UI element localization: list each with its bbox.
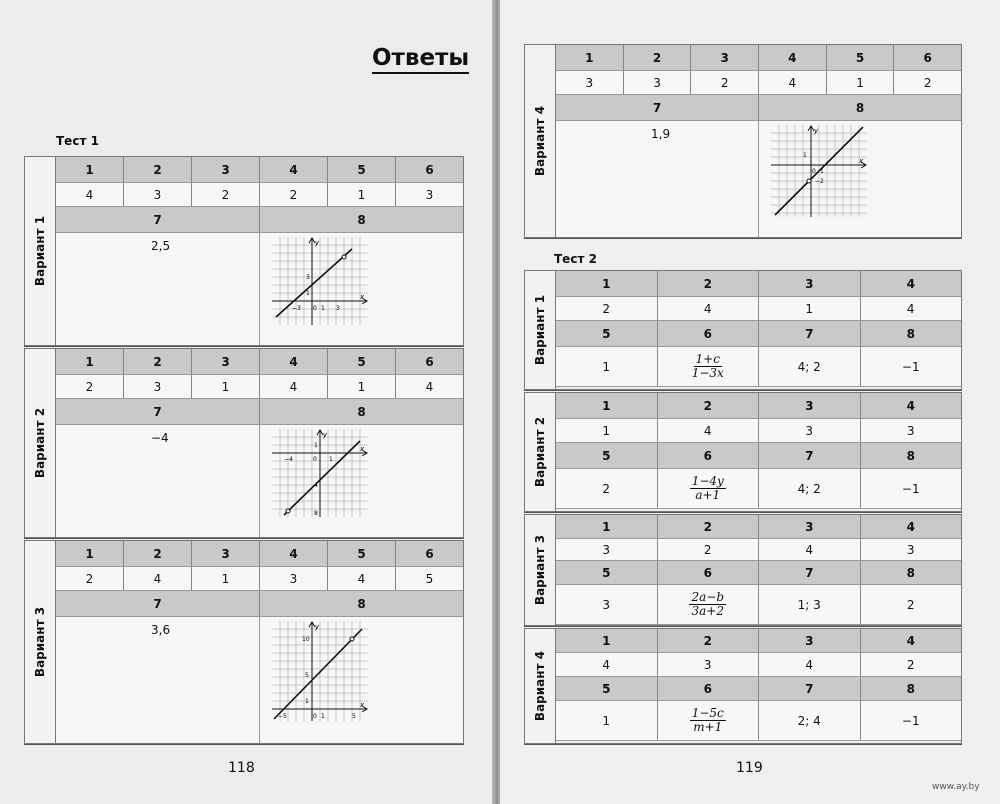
answer-row [56,617,463,743]
answer-8-cell [260,425,463,537]
header-row [556,271,961,297]
answer-row [556,653,961,677]
variant-label: Вариант 4 [524,44,555,238]
header-row [56,207,463,233]
answer-cell: 2 [861,585,962,625]
answer-row [556,585,961,625]
answer-cell: 1 [556,701,658,741]
answer-cell: 4 [759,539,861,561]
answer-8-cell [260,233,463,345]
header-cell: 2 [124,349,192,375]
answer-cell: 1 [556,347,658,387]
header-cell: 2 [658,515,760,539]
answer-8-cell [759,121,961,237]
answer-grid [55,540,464,744]
header-row [556,95,961,121]
header-row [56,157,463,183]
svg-text:10: 10 [302,636,310,643]
svg-text:0: 0 [313,456,317,463]
answer-7-cell: 1,9 [556,121,759,237]
answer-cell: 1 [328,183,396,207]
answer-7-cell: 2,5 [56,233,260,345]
header-cell: 2 [124,157,192,183]
svg-text:5: 5 [352,713,356,720]
svg-text:0: 0 [313,713,317,720]
header-cell: 8 [260,591,463,617]
test-1-label: Тест 1 [56,134,99,148]
variant-label: Вариант 2 [24,348,55,538]
header-cell: 1 [556,393,658,419]
header-cell: 4 [759,45,827,71]
header-row [556,515,961,539]
header-cell: 6 [658,321,760,347]
line-graph [272,621,368,721]
header-cell: 7 [759,561,861,585]
header-cell: 3 [759,629,861,653]
svg-text:4: 4 [314,482,318,489]
header-row [556,45,961,71]
answer-cell: 2 [56,567,124,591]
answer-cell: 3 [260,567,328,591]
header-cell: 7 [759,677,861,701]
svg-text:1: 1 [321,713,325,720]
answer-cell: 3 [124,183,192,207]
header-cell: 5 [556,443,658,469]
header-cell: 2 [624,45,692,71]
line-graph [272,237,368,325]
variant-label: Вариант 1 [24,156,55,346]
answer-8-cell [260,617,463,743]
answer-7-cell: 3,6 [56,617,260,743]
answer-cell: 4; 2 [759,469,861,509]
answer-row [56,375,463,399]
answer-cell: 1 [827,71,895,95]
header-cell: 8 [861,443,962,469]
header-row [556,393,961,419]
page-number: 119 [736,760,763,776]
header-cell: 7 [759,321,861,347]
answer-cell: 4 [759,71,827,95]
header-cell: 4 [861,629,962,653]
header-cell: 2 [658,271,760,297]
svg-text:y: y [315,239,320,247]
header-cell: 5 [556,677,658,701]
svg-text:x: x [360,293,365,301]
header-cell: 5 [328,157,396,183]
variant-label: Вариант 3 [24,540,55,744]
answer-cell: 4 [328,567,396,591]
header-cell: 5 [328,349,396,375]
answer-cell: 1 [556,419,658,443]
answer-grid [555,44,962,238]
answer-grid [55,348,464,538]
answer-cell: 2 [556,469,658,509]
header-cell: 1 [556,515,658,539]
answer-cell: 4 [396,375,463,399]
answer-cell: 3 [624,71,692,95]
header-row [556,629,961,653]
svg-text:y: y [315,623,320,631]
header-row [56,591,463,617]
answer-cell: 3 [124,375,192,399]
fraction-cell: $\frac{1-5c}{m+1}$ [658,701,760,741]
header-cell: 1 [56,541,124,567]
page-number: 118 [228,760,255,776]
header-cell: 3 [192,541,260,567]
answer-cell: 2 [260,183,328,207]
header-cell: 5 [556,321,658,347]
svg-text:1: 1 [820,168,824,175]
svg-text:1: 1 [321,305,325,312]
svg-text:1: 1 [305,698,309,705]
answer-cell: 2 [56,375,124,399]
answer-row [556,347,961,387]
answer-cell: 1 [192,375,260,399]
header-row [556,677,961,701]
svg-text:x: x [360,445,365,453]
header-cell: 1 [556,271,658,297]
header-cell: 6 [658,677,760,701]
header-cell: 8 [861,561,962,585]
answer-cell: 2 [691,71,759,95]
variant-4-block [524,44,962,239]
svg-text:8: 8 [314,510,318,517]
fraction-cell: $\frac{1-4y}{a+1}$ [658,469,760,509]
svg-text:1: 1 [306,290,310,297]
header-cell: 1 [56,349,124,375]
variant-label: Вариант 3 [524,514,555,626]
variant-2-block [24,348,464,539]
answer-row [556,121,961,237]
answer-cell: 2 [658,539,760,561]
header-cell: 6 [658,443,760,469]
answer-grid [555,270,962,390]
header-cell: 3 [192,157,260,183]
answer-row [56,233,463,345]
header-cell: 7 [556,95,759,121]
header-cell: 2 [658,393,760,419]
header-row [556,561,961,585]
answer-grid [555,628,962,744]
answer-cell: 3 [861,419,962,443]
variant-label: Вариант 4 [524,628,555,744]
answer-row [556,71,961,95]
answer-cell: 3 [556,585,658,625]
answer-cell: 1; 3 [759,585,861,625]
answer-cell: −1 [861,701,962,741]
answer-cell: 4 [658,419,760,443]
answer-cell: 4 [658,297,760,321]
header-cell: 4 [260,541,328,567]
header-cell: 3 [759,515,861,539]
answer-cell: −1 [861,347,962,387]
test2-variant-4-block [524,628,962,745]
header-cell: 2 [124,541,192,567]
line-graph [272,429,368,517]
svg-text:3: 3 [306,274,310,281]
header-cell: 4 [861,271,962,297]
answer-cell: 1 [328,375,396,399]
header-cell: 6 [894,45,961,71]
answer-row [556,297,961,321]
line-graph [771,125,867,217]
variant-label: Вариант 1 [524,270,555,390]
header-cell: 1 [556,629,658,653]
header-cell: 7 [759,443,861,469]
answer-cell: 2 [861,653,962,677]
answer-row [56,567,463,591]
answer-cell: 4 [861,297,962,321]
answer-row [556,701,961,741]
answer-cell: 4 [759,653,861,677]
header-cell: 1 [556,45,624,71]
svg-text:−4: −4 [284,456,293,463]
answer-cell: 3 [861,539,962,561]
test2-variant-3-block [524,514,962,627]
answer-cell: 3 [556,539,658,561]
svg-text:1: 1 [314,442,318,449]
header-cell: 7 [56,207,260,233]
fraction-cell: $\frac{2a-b}{3a+2}$ [658,585,760,625]
header-cell: 6 [396,349,463,375]
header-row [56,399,463,425]
answer-cell: 1 [759,297,861,321]
answer-cell: 2 [192,183,260,207]
header-cell: 4 [861,515,962,539]
answer-cell: 4; 2 [759,347,861,387]
svg-text:5: 5 [305,672,309,679]
variant-1-block [24,156,464,347]
header-cell: 7 [56,399,260,425]
header-cell: 3 [691,45,759,71]
svg-text:−2: −2 [815,178,824,185]
answer-cell: 3 [556,71,624,95]
header-cell: 4 [260,349,328,375]
page-heading: Ответы [372,44,469,74]
answer-cell: 4 [260,375,328,399]
answer-cell: 2; 4 [759,701,861,741]
answer-cell: 3 [396,183,463,207]
svg-text:y: y [814,127,819,135]
right-page [500,0,1000,804]
answer-grid [555,392,962,512]
answer-cell: 3 [658,653,760,677]
header-cell: 8 [260,207,463,233]
answer-cell: 4 [556,653,658,677]
svg-text:−3: −3 [292,305,301,312]
answer-cell: 2 [556,297,658,321]
header-cell: 5 [827,45,895,71]
svg-text:3: 3 [336,305,340,312]
header-cell: 6 [396,541,463,567]
header-cell: 4 [260,157,328,183]
header-row [556,321,961,347]
svg-text:1: 1 [803,152,807,159]
answer-grid [55,156,464,346]
answer-7-cell: −4 [56,425,260,537]
svg-text:0: 0 [812,168,816,175]
svg-text:−5: −5 [278,713,287,720]
variant-label: Вариант 2 [524,392,555,512]
header-cell: 5 [328,541,396,567]
test2-variant-2-block [524,392,962,513]
answer-row [56,183,463,207]
svg-text:x: x [859,157,864,165]
answer-row [556,539,961,561]
fraction-cell: $\frac{1+c}{1-3x}$ [658,347,760,387]
header-row [556,443,961,469]
header-cell: 7 [56,591,260,617]
header-cell: 3 [759,271,861,297]
svg-text:0: 0 [313,305,317,312]
header-cell: 8 [861,321,962,347]
watermark: www.ay.by [932,782,980,792]
svg-text:y: y [323,431,328,439]
answer-grid [555,514,962,626]
test2-variant-1-block [524,270,962,391]
header-cell: 8 [759,95,961,121]
header-cell: 1 [56,157,124,183]
answer-row [556,469,961,509]
answer-cell: 2 [894,71,961,95]
header-cell: 6 [396,157,463,183]
answer-row [56,425,463,537]
answer-cell: 4 [124,567,192,591]
answer-cell: 1 [192,567,260,591]
answer-cell: 4 [56,183,124,207]
answer-row [556,419,961,443]
test-2-label: Тест 2 [554,252,597,266]
header-cell: 5 [556,561,658,585]
svg-text:1: 1 [329,456,333,463]
header-cell: 4 [861,393,962,419]
answer-cell: −1 [861,469,962,509]
left-page [0,0,496,804]
answer-cell: 3 [759,419,861,443]
header-cell: 8 [260,399,463,425]
header-row [56,349,463,375]
header-cell: 2 [658,629,760,653]
header-row [56,541,463,567]
variant-3-block [24,540,464,745]
header-cell: 8 [861,677,962,701]
svg-text:x: x [360,701,365,709]
header-cell: 3 [759,393,861,419]
answer-cell: 5 [396,567,463,591]
header-cell: 6 [658,561,760,585]
header-cell: 3 [192,349,260,375]
